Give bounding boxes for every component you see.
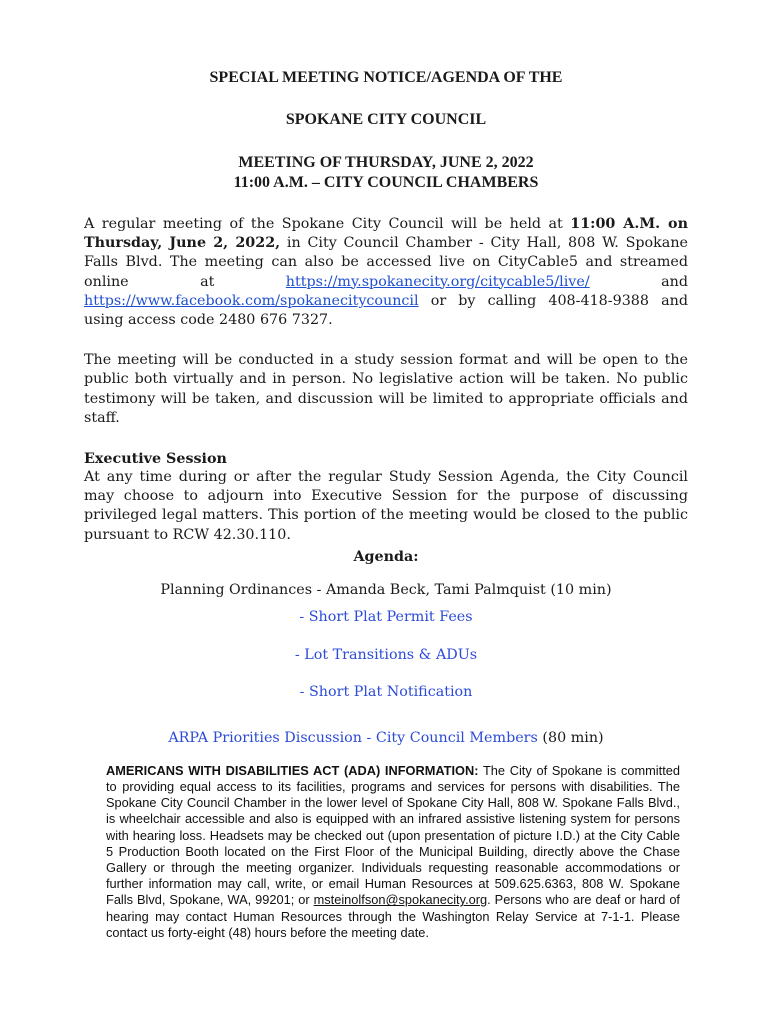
agenda-label: Agenda:	[353, 548, 419, 565]
facebook-link[interactable]: https://www.facebook.com/spokanecitycouncil	[84, 292, 419, 309]
intro-paragraph: A regular meeting of the Spokane City Council will be held at 11:00 A.M. on Thursday, June 2, 2022, in City Council Chamber - City Hall, 808 W. Spokane Falls Blvd. The meeting can also be accessed live on CityCable5 and streamed online at https://my.spokanecity.org/citycable5/live/ and https://www.facebook.com/spokanecitycouncil or by calling 408-418-9388 and using access code 2480 676 7327.	[84, 216, 688, 329]
agenda-subitem[interactable]: - Short Plat Permit Fees	[299, 608, 473, 625]
agenda-subitem[interactable]: - Short Plat Notification	[299, 683, 473, 700]
notice-title: SPECIAL MEETING NOTICE/AGENDA OF THE	[209, 69, 563, 86]
meeting-time-bold: 11:00 A.M. on Thursday, June 2, 2022,	[84, 216, 688, 252]
meeting-time-location: 11:00 A.M. – CITY COUNCIL CHAMBERS	[233, 174, 539, 191]
executive-session-heading: Executive Session	[84, 451, 227, 468]
ada-heading: AMERICANS WITH DISABILITIES ACT (ADA) INFORMATION:	[106, 762, 479, 778]
hr-email-link[interactable]: msteinolfson@spokanecity.org	[313, 892, 488, 908]
arpa-link[interactable]: ARPA Priorities Discussion - City Council Members	[168, 729, 538, 746]
citycable-link[interactable]: https://my.spokanecity.org/citycable5/live/	[285, 273, 590, 290]
study-session-paragraph: The meeting will be conducted in a study session format and will be open to the public both virtually and in person. No legislative action will be taken. No public testimony will be taken, and discussion will be limited to appropriate officials and staff.	[84, 352, 688, 426]
agenda-item-arpa: ARPA Priorities Discussion - City Council Members (80 min)	[168, 729, 604, 746]
meeting-date: MEETING OF THURSDAY, JUNE 2, 2022	[238, 154, 534, 171]
agenda-item-planning: Planning Ordinances - Amanda Beck, Tami Palmquist (10 min)	[160, 581, 612, 598]
ada-information: AMERICANS WITH DISABILITIES ACT (ADA) INFORMATION: The City of Spokane is committed to providing equal access to its facilities, programs and services for persons with disabilities. The Spokane City Council Chamber in the lower level of Spokane City Hall, 808 W. Spokane Falls Blvd., is wheelchair accessible and also is equipped with an infrared assistive listening system for persons with hearing loss. Headsets may be checked out (upon presentation of picture I.D.) at the City Cable 5 Production Booth located on the First Floor of the Municipal Building, directly above the Chase Gallery or through the meeting organizer. Individuals requesting reasonable accommodations or further information may call, write, or email Human Resources at 509.625.6363, 808 W. Spokane Falls Blvd, Spokane, WA, 99201; or msteinolfson@spokanecity.org. Persons who are deaf or hard of hearing may contact Human Resources through the Washington Relay Service at 7-1-1. Please contact us forty-eight (48) hours before the meeting date.	[106, 762, 680, 940]
agenda-subitem[interactable]: - Lot Transitions & ADUs	[294, 646, 478, 663]
executive-session-paragraph: At any time during or after the regular Study Session Agenda, the City Council may choose to adjourn into Executive Session for the purpose of discussing privileged legal matters. This portion of the meeting would be closed to the public pursuant to RCW 42.30.110.	[84, 469, 688, 543]
council-name: SPOKANE CITY COUNCIL	[285, 111, 487, 128]
